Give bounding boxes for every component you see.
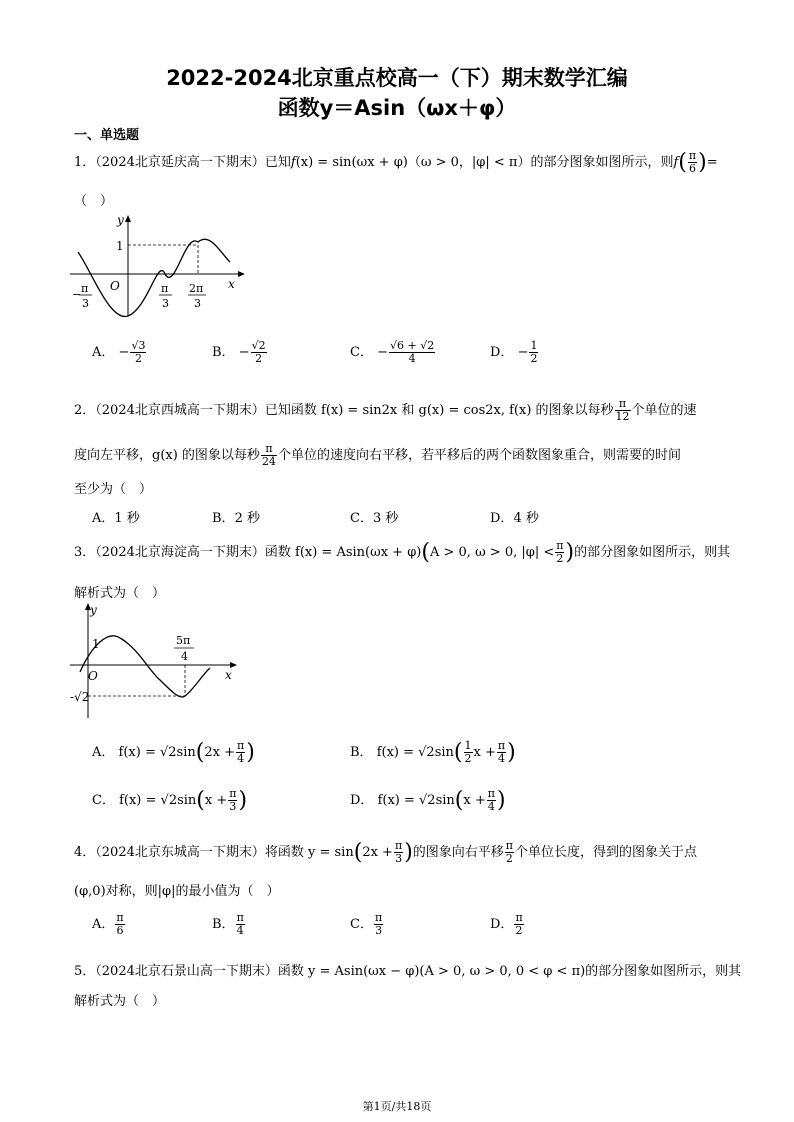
option-label: D． <box>350 793 374 808</box>
question-source: （2024北京西城高一下期末） <box>95 403 265 418</box>
fraction: $\frac{\pi}{3}$ <box>394 839 403 865</box>
question-4-line-2: (φ,0)对称，则|φ|的最小值为（ ） <box>74 884 280 899</box>
question-3-graph <box>70 600 250 720</box>
question-condition: A > 0, ω > 0, |φ| < <box>429 545 555 560</box>
question-formula: (x) = sin(ωx + φ)（ω > 0，|φ| < π）的部分图象如图所示，则 <box>295 155 674 170</box>
option-label: C． <box>92 793 115 808</box>
fraction: $\frac{\pi}{2}$ <box>515 911 523 937</box>
question-source: （2024北京延庆高一下期末） <box>95 155 265 170</box>
fraction: $\frac{\pi}{3}$ <box>229 787 237 813</box>
option-formula: f(x) = √2sin <box>376 745 454 760</box>
question-source: （2024北京东城高一下期末） <box>95 845 265 860</box>
page-footer: 第1页/共18页 <box>362 1100 432 1113</box>
question-text: 已知函数 f(x) = sin2x 和 g(x) = cos2x, f(x) 的图象以每秒 <box>264 403 614 418</box>
question-source: （2024北京海淀高一下期末） <box>95 545 265 560</box>
option-text: 1 秒 <box>114 511 140 526</box>
option-label: D． <box>490 511 514 526</box>
fraction: $\frac{\pi}{4}$ <box>236 911 244 937</box>
question-1-graph <box>70 212 250 320</box>
fraction: $\frac{\pi}{6}$ <box>688 149 697 175</box>
question-1-stem: 1．（2024北京延庆高一下期末）已知f(x) = sin(ωx + φ)（ω > 0，|φ| < π）的部分图象如图所示，则f( $\frac{\pi}{6}$ )= <box>74 149 718 175</box>
option-formula-inner: x + <box>204 793 228 808</box>
document-title: 2022-2024北京重点校高一（下）期末数学汇编 <box>166 66 628 90</box>
tick-label-neg-root2: -√2 <box>70 690 90 704</box>
question-2-line-1 <box>74 398 697 423</box>
fraction: $\frac{\pi}{24}$ <box>261 442 276 468</box>
option-label: B． <box>212 917 235 932</box>
document-subtitle: 函数y＝Asin（ωx＋φ） <box>277 96 517 120</box>
sign: − <box>238 345 250 360</box>
tick-label-neg-sign: − <box>72 288 82 301</box>
question-number: 1． <box>74 155 96 170</box>
option-label: B． <box>212 345 235 360</box>
y-axis-arrow <box>125 215 131 222</box>
question-formula-inner: 2x + <box>362 845 393 860</box>
question-formula: 将函数 y = sin <box>264 845 354 860</box>
q3-option-d[interactable]: D． f(x) = √2sin(x + $\frac{\pi}{4}$ ) <box>350 787 506 813</box>
q1-option-d[interactable] <box>490 340 539 365</box>
q3-option-a[interactable]: A． f(x) = √2sin(2x + $\frac{\pi}{4}$ ) <box>92 739 255 765</box>
q4-option-a[interactable] <box>92 912 126 937</box>
q2-option-d[interactable] <box>490 507 539 526</box>
function-name: f <box>673 155 679 170</box>
option-formula-inner: 2x + <box>204 745 235 760</box>
option-label: A． <box>92 345 115 360</box>
y-axis-label: y <box>90 603 97 617</box>
sign: − <box>377 345 388 360</box>
question-text: 个单位的速 <box>631 403 697 418</box>
question-2-line-3: 至少为（ ） <box>74 482 153 497</box>
question-5-line-1 <box>74 960 741 979</box>
q2-option-c[interactable] <box>350 507 398 526</box>
tick-label-one: 1 <box>116 239 124 253</box>
option-label: B． <box>212 511 235 526</box>
tick-label-5pi4-numerator: 5π <box>176 634 191 647</box>
sign: − <box>118 345 130 360</box>
fraction: $\frac{\pi}{3}$ <box>374 911 383 937</box>
q1-option-b[interactable] <box>212 340 268 365</box>
origin-label: O <box>110 279 120 293</box>
option-formula: f(x) = √2sin <box>119 793 197 808</box>
q4-option-c[interactable] <box>350 912 384 937</box>
question-number: 5． <box>74 964 96 979</box>
question-text: 函数 y = Asin(ωx − φ)(A > 0, ω > 0, 0 < φ < π)的部分图象如图所示，则其 <box>277 964 742 979</box>
question-2-line-2 <box>74 443 681 468</box>
q2-option-a[interactable] <box>92 507 140 526</box>
tick-label-one: 1 <box>92 637 100 651</box>
question-text: 个单位的速度向右平移，若平移后的两个函数图象重合，则需要的时间 <box>277 448 681 463</box>
function-name: f <box>290 155 296 170</box>
tick-label-neg-pi3-numerator: π <box>81 282 89 295</box>
fraction: $\frac{\pi}{4}$ <box>497 739 506 765</box>
question-3-line-2: 解析式为（ ） <box>74 586 166 601</box>
option-label: C． <box>350 511 373 526</box>
q1-option-a[interactable] <box>92 340 147 365</box>
fraction: $\frac{\pi}{12}$ <box>615 397 630 423</box>
fraction: $\frac{√3}{2}$ <box>131 339 146 365</box>
answer-bracket: （ ） <box>74 194 114 209</box>
option-label: A． <box>92 745 115 760</box>
option-text: 2 秒 <box>234 511 260 526</box>
tick-label-2pi3-numerator: 2π <box>189 282 204 295</box>
x-axis-label: x <box>228 277 235 291</box>
option-label: A． <box>92 917 115 932</box>
option-formula-inner: x + <box>463 793 486 808</box>
option-label: D． <box>490 345 514 360</box>
option-label: C． <box>350 345 373 360</box>
question-formula: 函数 f(x) = Asin(ωx + φ) <box>264 545 422 560</box>
fraction: $\frac{√6 + √2}{4}$ <box>390 339 435 365</box>
tick-label-pi3-numerator: π <box>161 282 169 295</box>
question-3-line-1: 3．（2024北京海淀高一下期末）函数 f(x) = Asin(ωx + φ)(A > 0, ω > 0, |φ| < $\frac{\pi}{2}$ )的部分图象如图所示，则其 <box>74 539 731 565</box>
fraction: $\frac{1}{2}$ <box>464 739 472 765</box>
question-number: 4． <box>74 845 96 860</box>
fraction: $\frac{\pi}{2}$ <box>505 839 514 865</box>
fraction: $\frac{1}{2}$ <box>530 339 538 365</box>
y-axis-label: y <box>117 213 124 227</box>
question-text: 度向左平移，g(x) 的图象以每秒 <box>74 448 260 463</box>
section-heading: 一、单选题 <box>74 128 140 143</box>
option-label: B． <box>350 745 373 760</box>
option-label: D． <box>490 917 514 932</box>
sine-curve <box>78 239 230 316</box>
tick-label-neg-pi3-denominator: 3 <box>82 297 89 310</box>
tick-label-2pi3-denominator: 3 <box>194 297 201 310</box>
tick-label-pi3-denominator: 3 <box>162 297 169 310</box>
q4-option-b[interactable] <box>212 912 246 937</box>
sign: − <box>517 345 529 360</box>
question-source: （2024北京石景山高一下期末） <box>95 964 278 979</box>
question-5-line-2: 解析式为（ ） <box>74 994 166 1009</box>
q3-option-c[interactable]: C． f(x) = √2sin(x + $\frac{\pi}{3}$ ) <box>92 787 248 813</box>
fraction: $\frac{\pi}{4}$ <box>487 787 495 813</box>
origin-label: O <box>88 669 98 683</box>
fraction: $\frac{\pi}{4}$ <box>236 739 245 765</box>
q4-option-d[interactable] <box>490 912 525 937</box>
x-axis-label: x <box>225 668 232 682</box>
q1-option-c[interactable] <box>350 340 436 365</box>
fraction: $\frac{\pi}{6}$ <box>116 911 124 937</box>
question-4-line-1: 4．（2024北京东城高一下期末）将函数 y = sin(2x + $\frac{\pi}{3}$ )的图象向右平移 $\frac{\pi}{2}$ 个单位长度，得到的图象关于点 <box>74 839 698 865</box>
equals-sign: = <box>706 155 718 170</box>
fraction: $\frac{\pi}{2}$ <box>556 539 564 565</box>
option-label: C． <box>350 917 373 932</box>
q2-option-b[interactable] <box>212 507 260 526</box>
question-number: 2． <box>74 403 96 418</box>
question-text: 的部分图象如图所示，则其 <box>574 545 731 560</box>
option-formula-inner: x + <box>473 745 496 760</box>
option-formula: f(x) = √2sin <box>377 793 455 808</box>
tick-label-5pi4-denominator: 4 <box>181 650 188 663</box>
fraction: $\frac{√2}{2}$ <box>251 339 266 365</box>
option-label: A． <box>92 511 115 526</box>
question-number: 3． <box>74 545 96 560</box>
option-text: 4 秒 <box>513 511 539 526</box>
question-text: 已知 <box>264 155 291 170</box>
question-text: 的图象向右平移 <box>412 845 504 860</box>
question-text: 个单位长度，得到的图象关于点 <box>515 845 698 860</box>
q3-option-b[interactable]: B． f(x) = √2sin( $\frac{1}{2}$ x + $\frac{\pi}{4}$ ) <box>350 739 516 765</box>
option-text: 3 秒 <box>372 511 399 526</box>
x-axis-arrow <box>238 271 245 277</box>
option-formula: f(x) = √2sin <box>118 745 196 760</box>
